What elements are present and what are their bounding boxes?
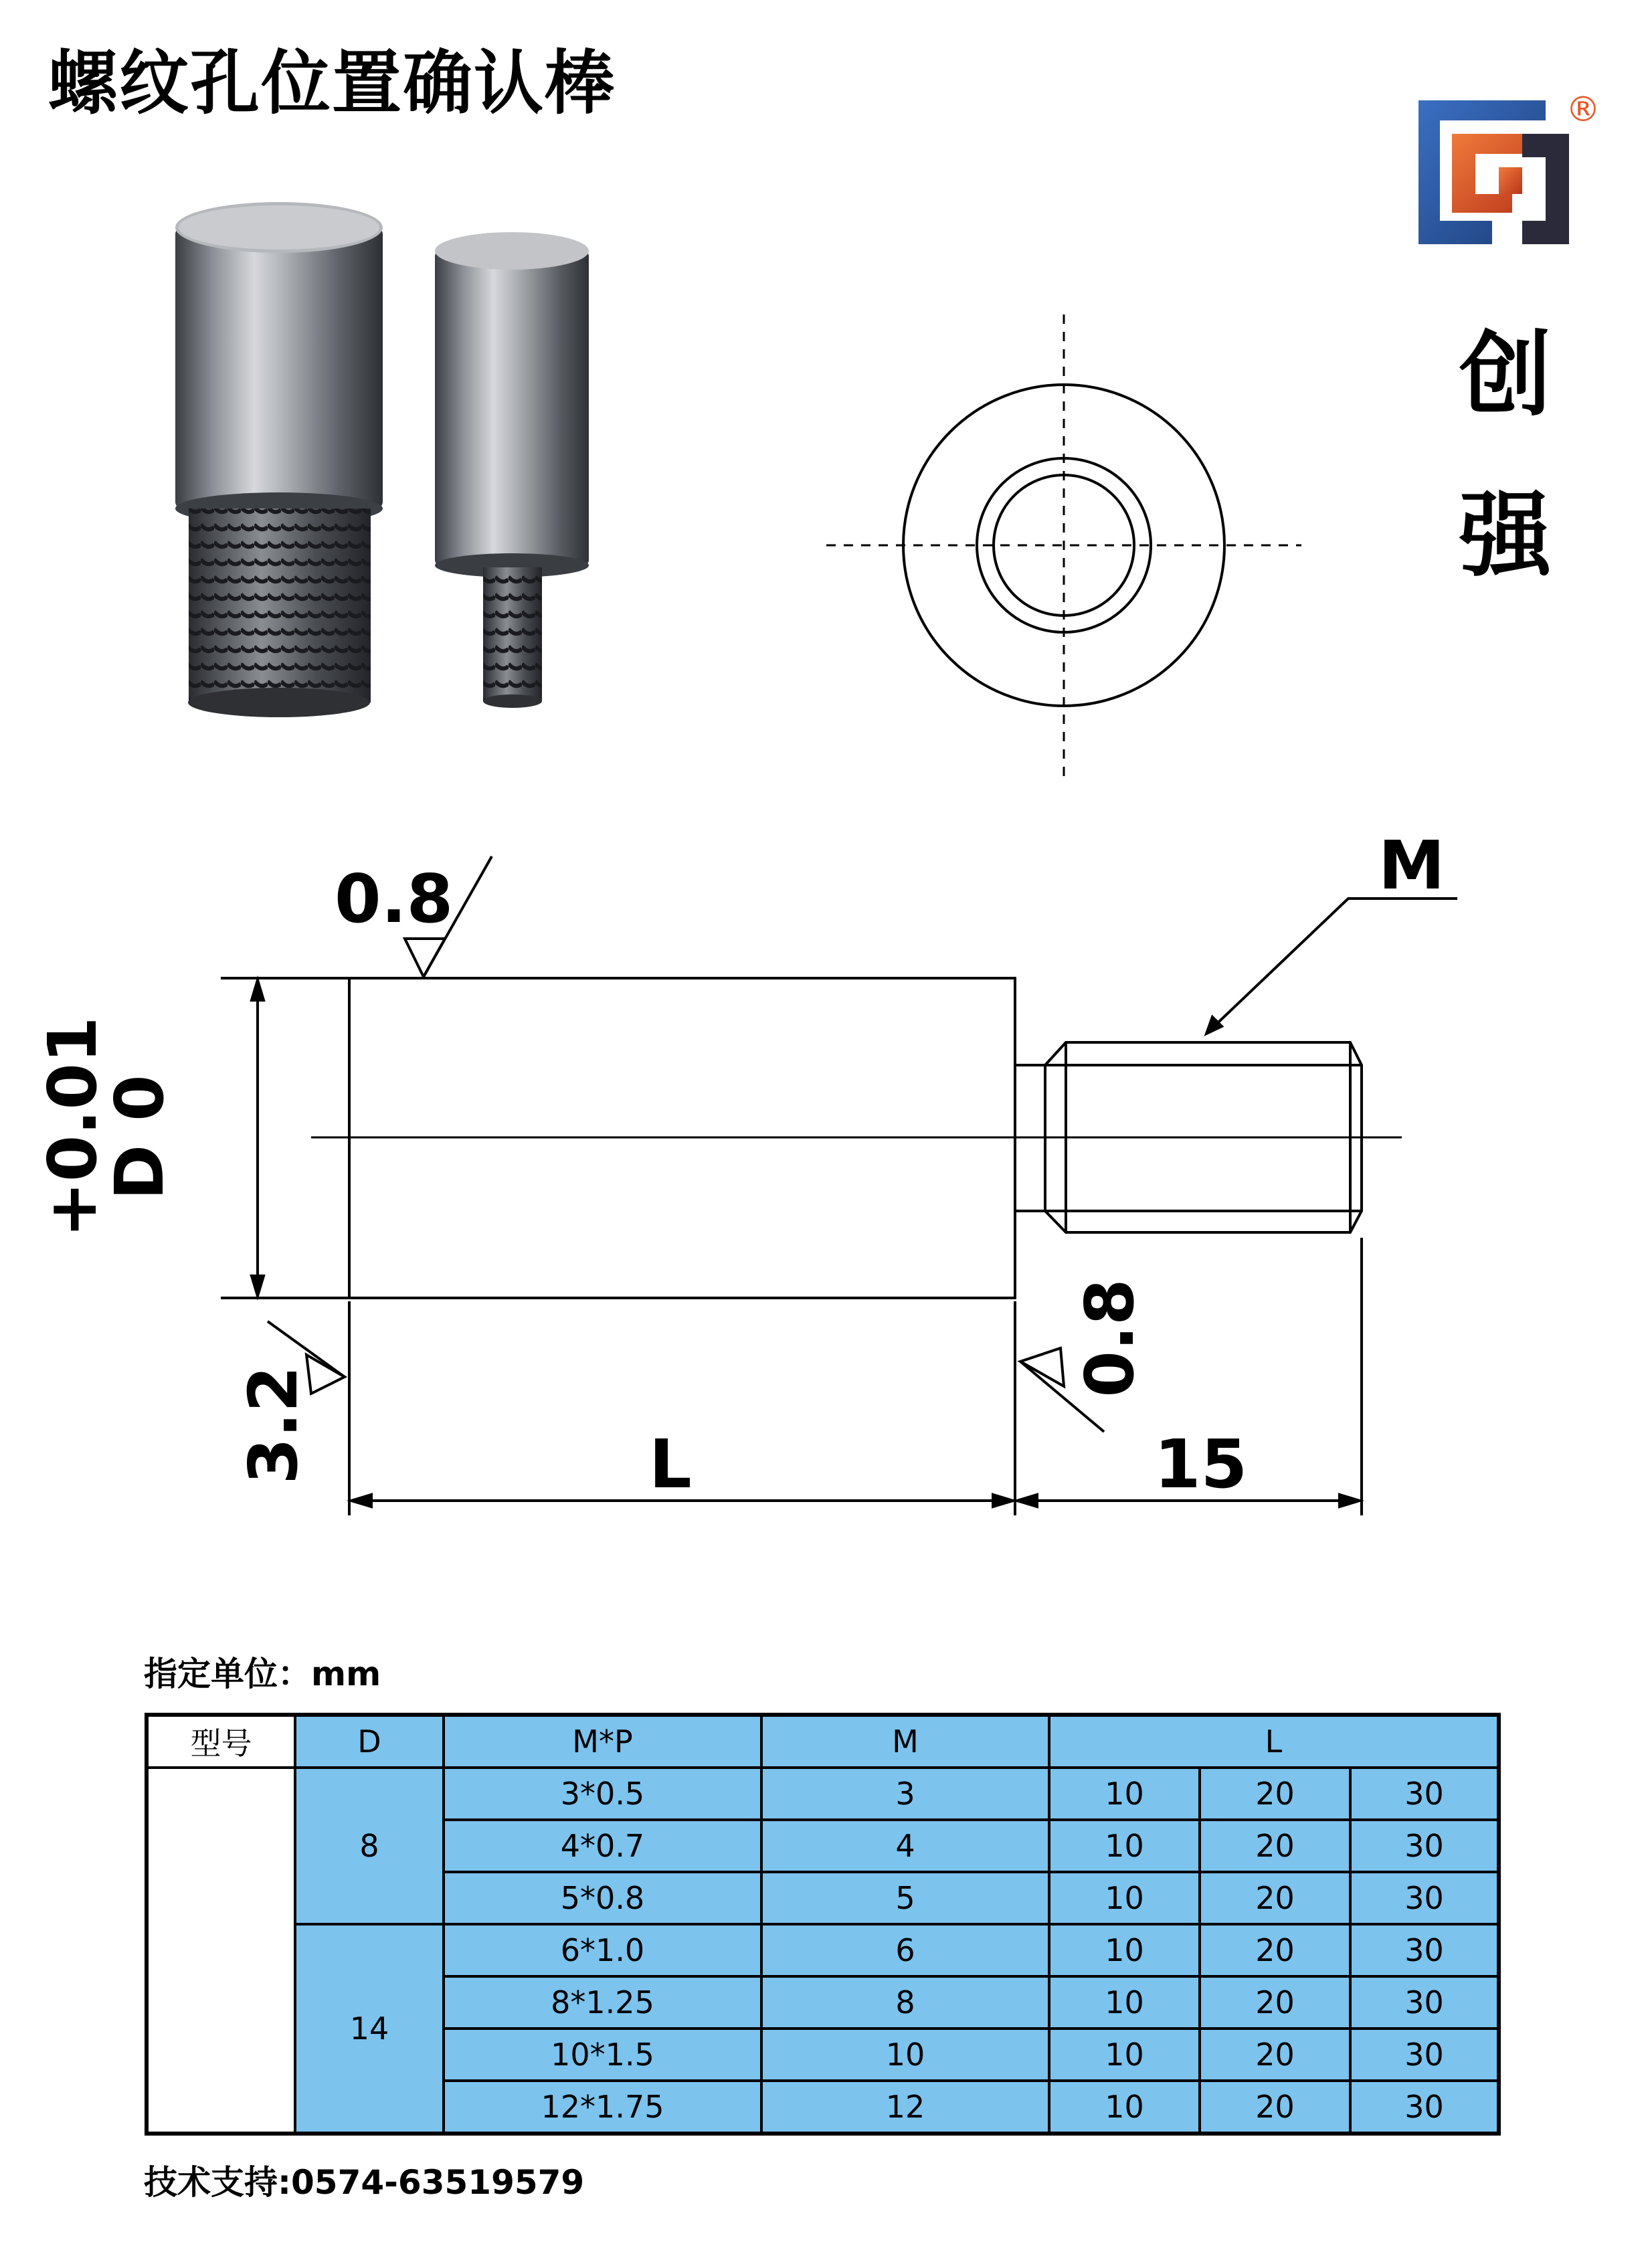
l-cell: 30 [1350,2029,1499,2081]
l-cell: 20 [1200,1976,1350,2029]
l-cell: 20 [1200,1872,1350,1924]
brand-char-1: 创 [1459,321,1552,429]
d-cell: 14 [295,1924,444,2134]
large-pin-photo [175,202,383,717]
header-model: 型号 [147,1715,295,1768]
l-cell: 10 [1049,2029,1200,2081]
l-cell: 10 [1049,1768,1200,1820]
m-cell: 12 [761,2081,1049,2134]
mp-cell: 4*0.7 [444,1820,761,1872]
l-cell: 30 [1350,1820,1499,1872]
m-cell: 6 [761,1924,1049,1976]
l-cell: 10 [1049,2081,1200,2134]
small-pin-photo [435,232,589,708]
side-view-diagram [221,856,1457,1515]
roughness-top-label: 0.8 [335,860,454,938]
spec-table [145,1713,1501,2136]
table-header-row [147,1715,1499,1768]
l-cell: 30 [1350,1976,1499,2029]
registered-mark: ® [1566,90,1600,130]
m-cell: 5 [761,1872,1049,1924]
mp-cell: 10*1.5 [444,2029,761,2081]
l-cell: 10 [1049,1820,1200,1872]
header-mp: M*P [444,1715,761,1768]
l-cell: 30 [1350,1872,1499,1924]
l-cell: 10 [1049,1872,1200,1924]
thread-length-label: 15 [1154,1425,1248,1503]
tech-support-phone: 技术支持:0574-63519579 [144,2163,585,2202]
model-cell [147,1768,295,2134]
brand-char-2: 强 [1459,482,1552,589]
d-cell: 8 [295,1768,444,1924]
m-cell: 8 [761,1976,1049,2029]
header-d: D [295,1715,444,1768]
l-cell: 30 [1350,2081,1499,2134]
end-view-diagram [826,314,1301,779]
l-cell: 10 [1049,1924,1200,1976]
l-cell: 20 [1200,1820,1350,1872]
diameter-label: D 0 [100,1074,179,1200]
table-row [147,1924,1499,1976]
l-cell: 10 [1049,1976,1200,2029]
l-cell: 30 [1350,1924,1499,1976]
m-cell: 10 [761,2029,1049,2081]
l-cell: 20 [1200,1768,1350,1820]
l-cell: 20 [1200,2081,1350,2134]
mp-cell: 6*1.0 [444,1924,761,1976]
unit-label: 指定单位：mm [144,1655,381,1693]
m-cell: 3 [761,1768,1049,1820]
m-cell: 4 [761,1820,1049,1872]
l-cell: 30 [1350,1768,1499,1820]
mp-cell: 12*1.75 [444,2081,761,2134]
thread-m-label: M [1378,826,1445,905]
diameter-tolerance-label: +0.01 [33,1016,112,1238]
page-title: 螺纹孔位置确认棒 [48,42,616,124]
table-row [147,1768,1499,1820]
l-cell: 20 [1200,2029,1350,2081]
mp-cell: 8*1.25 [444,1976,761,2029]
header-l: L [1049,1715,1499,1768]
l-cell: 20 [1200,1924,1350,1976]
roughness-right-label: 0.8 [1071,1279,1149,1398]
mp-cell: 5*0.8 [444,1872,761,1924]
header-m: M [761,1715,1049,1768]
mp-cell: 3*0.5 [444,1768,761,1820]
length-l-label: L [649,1425,692,1503]
roughness-left-label: 3.2 [234,1366,312,1485]
